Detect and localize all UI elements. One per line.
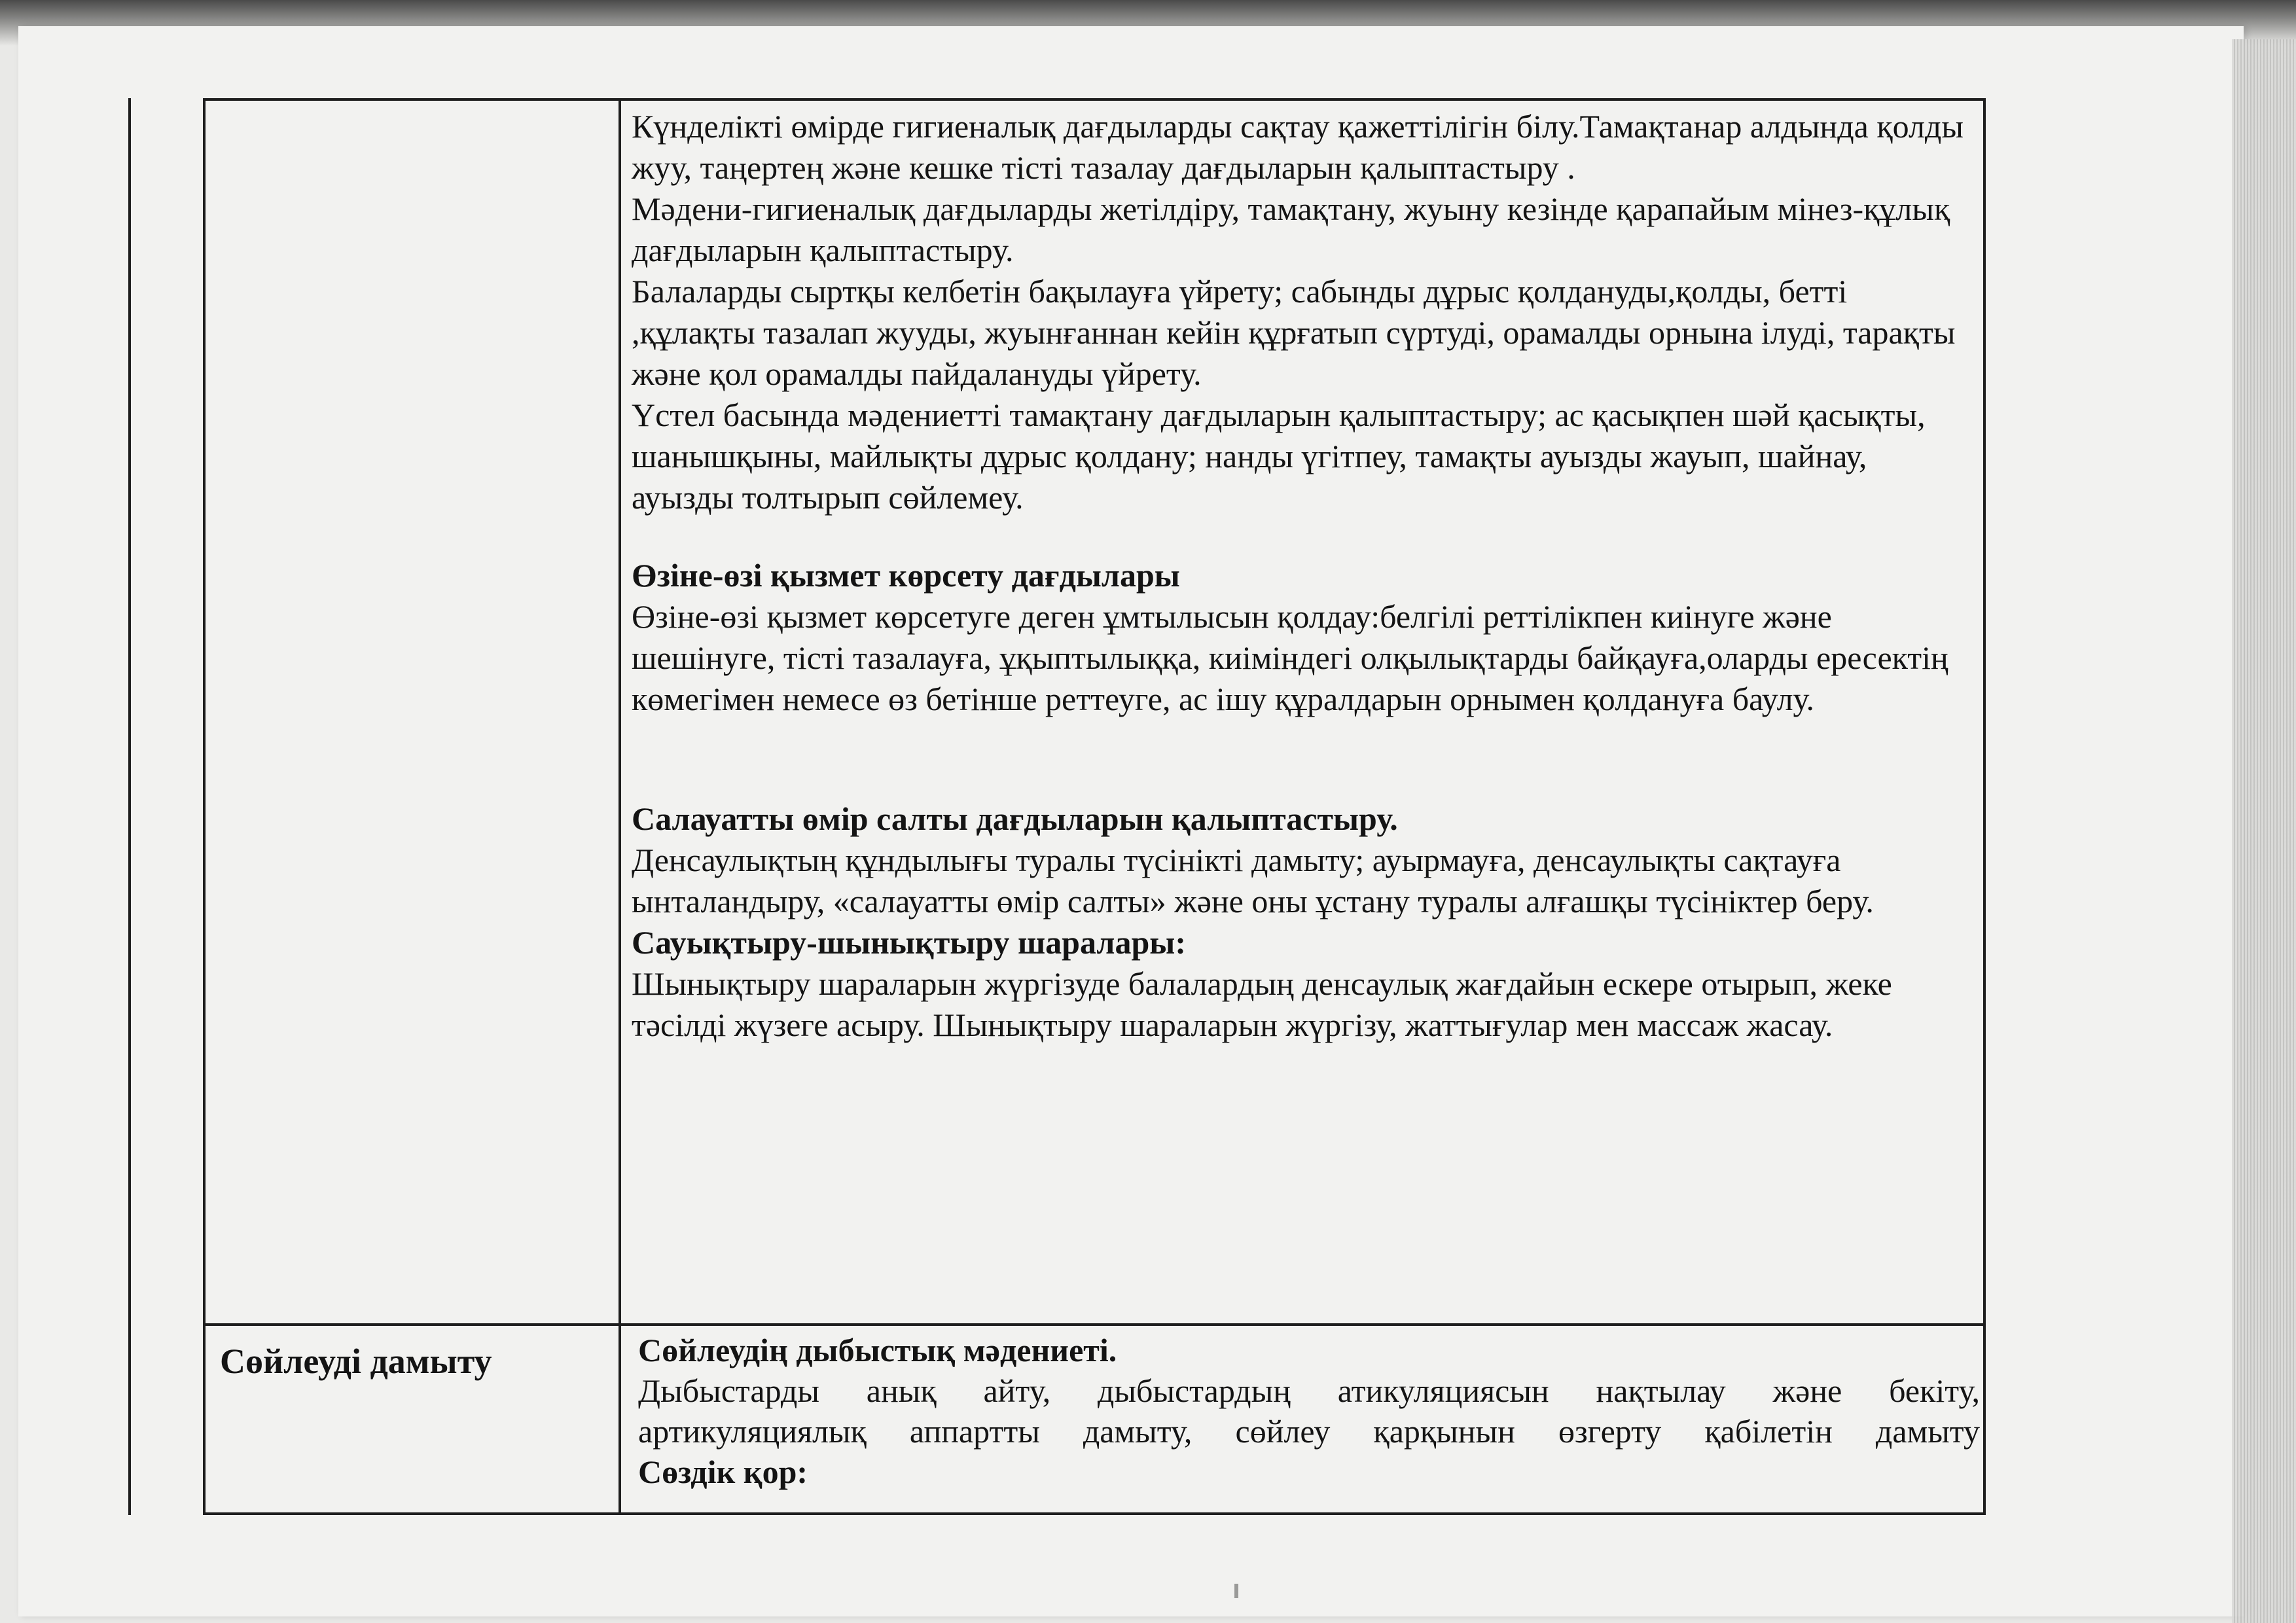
hygiene-paragraph: Балаларды сыртқы келбетін бақылауға үйрету; сабынды дұрыс қолдануды,қолды, бетті ,құлақты тазалап жууды, жуынғаннан кейін құрғатып сүртуді, орамалды орнына ілуді, тарақты және қол орамалды пайдалануды үйрету.: [632, 273, 1956, 392]
page-stack-edges: [2232, 39, 2296, 1623]
table-column-divider: [619, 98, 621, 1515]
table-column-divider: [203, 98, 206, 1515]
page-mark: [1234, 1584, 1238, 1598]
table-row-divider: [203, 98, 1983, 101]
speech-text-line: Дыбыстарды анық айту, дыбыстардың атикуляциясын нақтылау және бекіту,: [638, 1372, 1980, 1409]
healthy-life-text: Денсаулықтың құндылығы туралы түсінікті дамыту; ауырмауға, денсаулықты сақтауға ынталандыру, «салауатты өмір салты» және оны ұстану туралы алғашқы түсініктер беру.: [632, 842, 1874, 919]
healthy-life-heading: Салауатты өмір салты дағдыларын қалыптастыру.: [632, 800, 1398, 837]
self-service-text: Өзіне-өзі қызмет көрсетуге деген ұмтылысын қолдау:белгілі реттілікпен киінуге және шешінуге, тісті тазалауға, ұқыптылыққа, киіміндегі олқылықтарды байқауға,оларды ересектің көмегімен немесе өз бетінше реттеуге, ас ішу құралдарын орнымен қолдануға баулу.: [632, 598, 1948, 717]
table-row-divider: [203, 1512, 1983, 1515]
speech-text-line: артикуляциялық аппартты дамыту, сөйлеу қарқынын өзгерту қабілетін дамыту: [638, 1413, 1980, 1450]
speech-content-cell: [638, 1330, 1980, 1492]
hardening-heading: Сауықтыру-шынықтыру шаралары:: [632, 924, 1186, 961]
hygiene-paragraph: Күнделікті өмірде гигиеналық дағдыларды сақтау қажеттілігін білу.Тамақтанар алдында қолды жуу, таңертең және кешке тісті тазалау дағдыларын қалыптастыру .: [632, 108, 1964, 186]
speech-area-title: Сөйлеуді дамыту: [220, 1342, 492, 1381]
table-row-divider: [203, 1323, 1983, 1326]
speech-heading: Сөйлеудің дыбыстық мәдениеті.: [638, 1332, 1117, 1368]
vocabulary-heading: Сөздік қор:: [638, 1454, 808, 1490]
hygiene-paragraph: Мәдени-гигиеналық дағдыларды жетілдіру, тамақтану, жуыну кезінде қарапайым мінез-құлық дағдыларын қалыптастыру.: [632, 190, 1950, 268]
hardening-text: Шынықтыру шараларын жүргізуде балалардың денсаулық жағдайын ескере отырып, жеке тәсілді жүзеге асыру. Шынықтыру шараларын жүргізу, жаттығулар мен массаж жасау.: [632, 965, 1892, 1043]
self-service-heading: Өзіне-өзі қызмет көрсету дағдылары: [632, 557, 1180, 594]
hygiene-paragraph: Үстел басында мәдениетті тамақтану дағдыларын қалыптастыру; ас қасықпен шәй қасықты, шанышқыны, майлықты дұрыс қолдану; нанды үгітпеу, тамақты ауызды жауып, шайнау, ауызды толтырып сөйлемеу.: [632, 397, 1926, 516]
health-content-cell: [632, 106, 1973, 1046]
